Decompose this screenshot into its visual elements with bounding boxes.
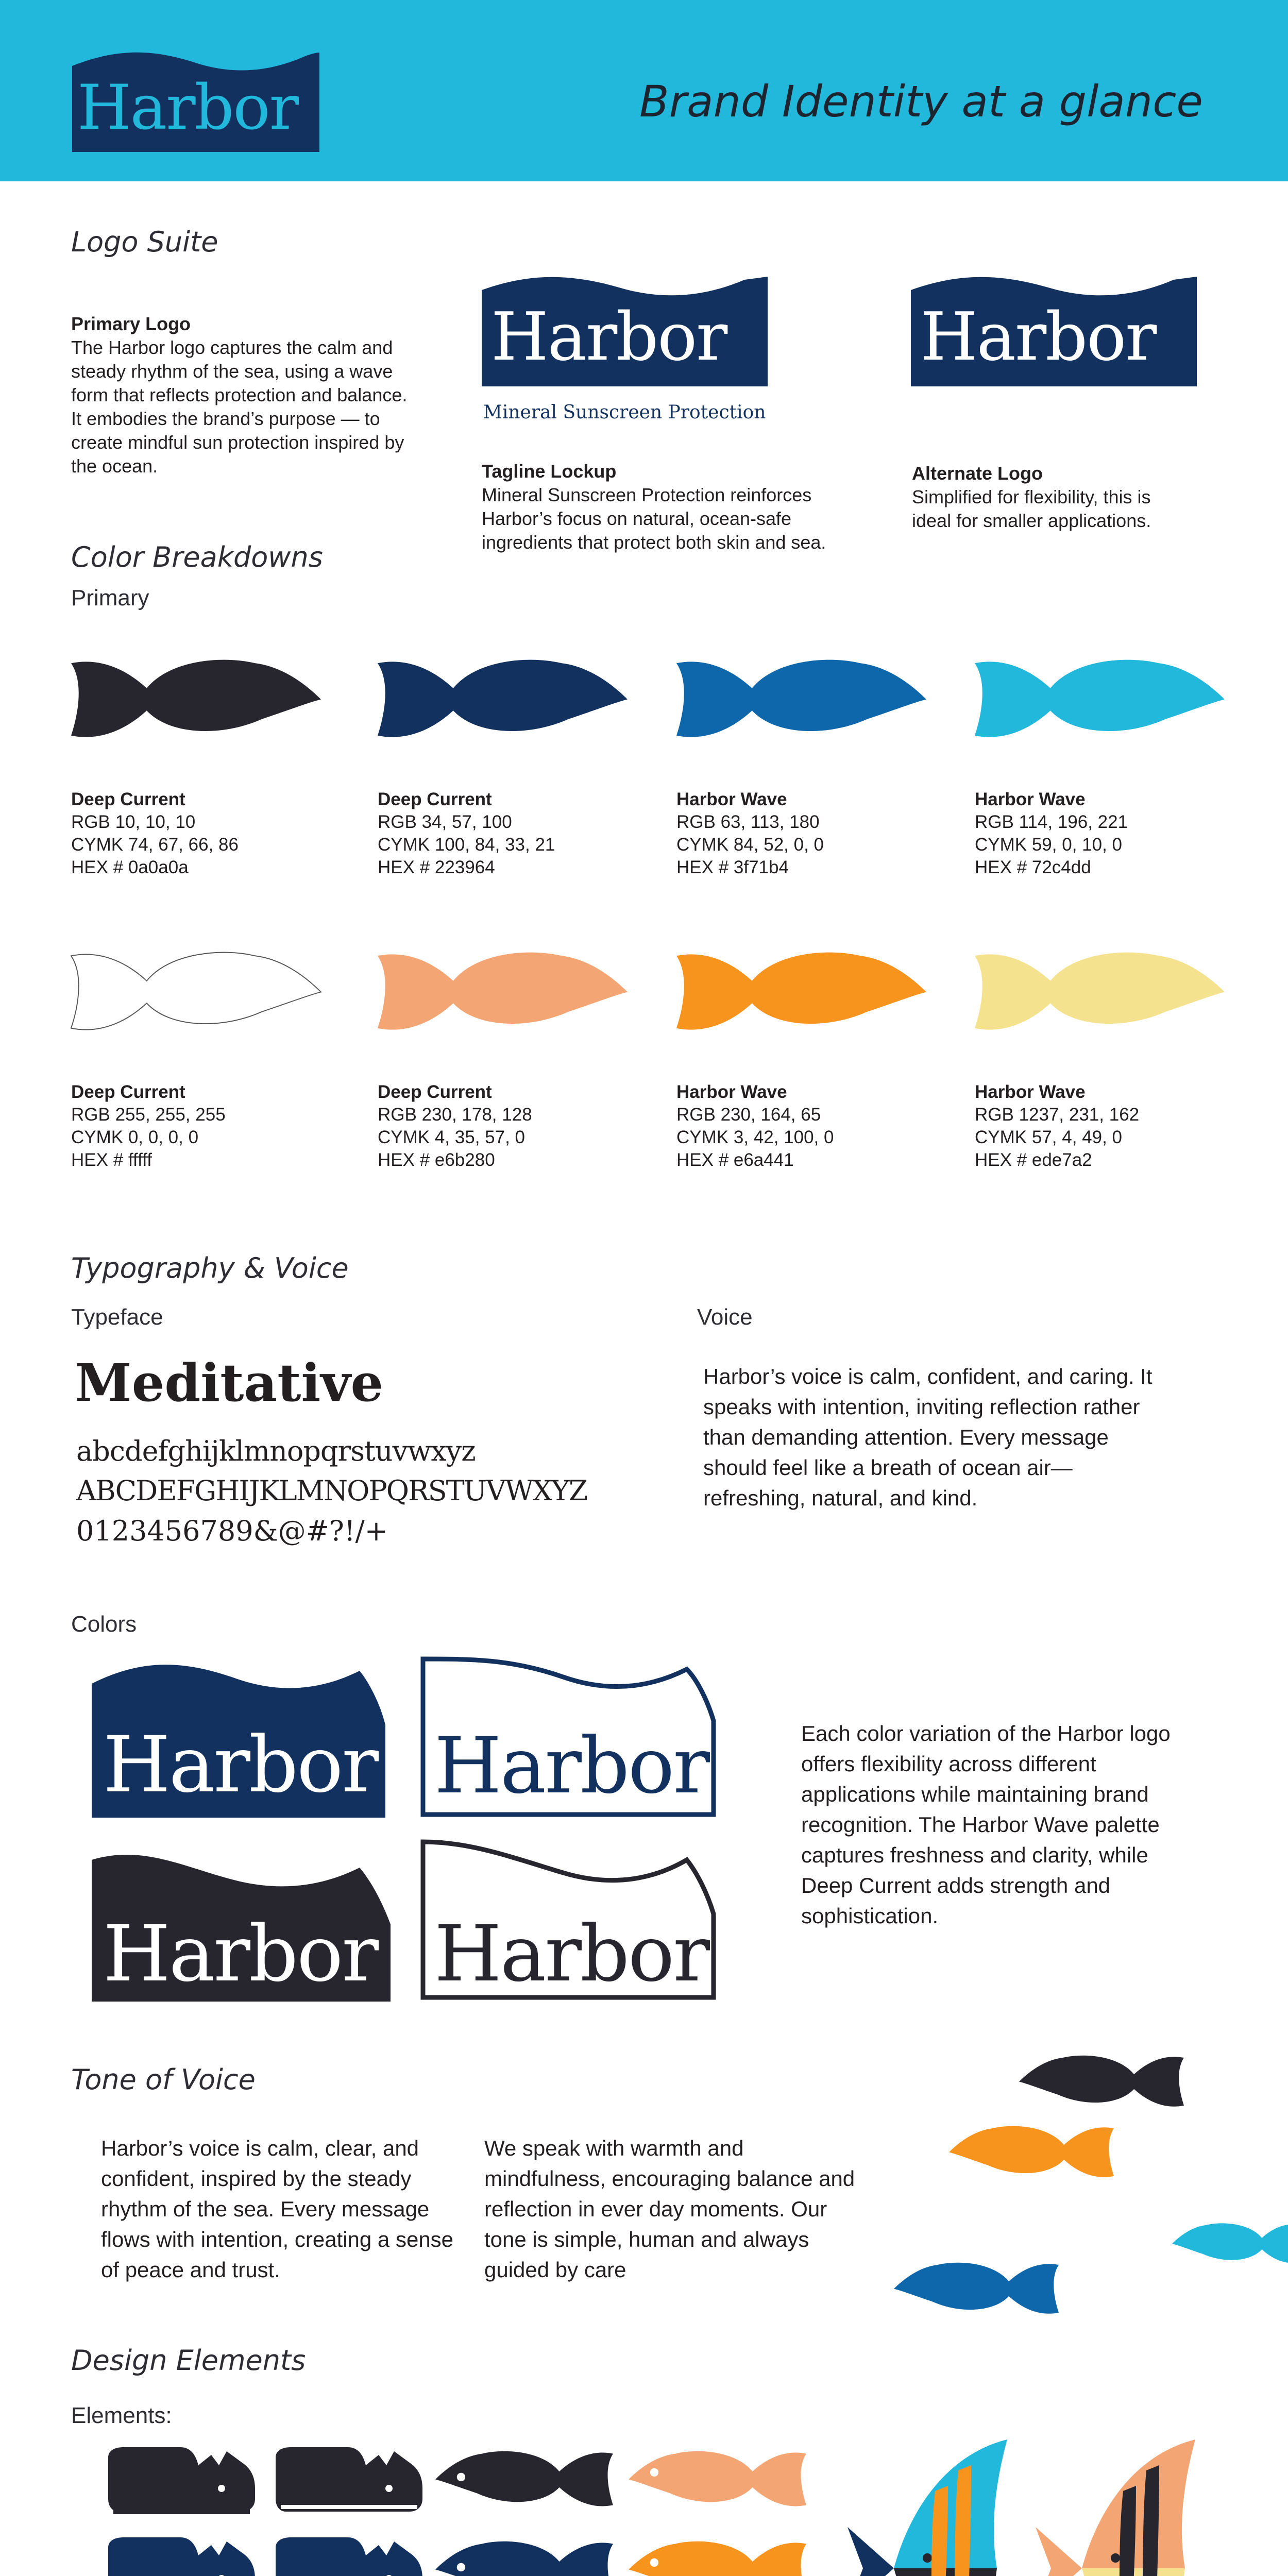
whale-icon — [108, 2537, 258, 2576]
alternate-logo-text: Harbor — [920, 299, 1156, 376]
whale-icon — [276, 2447, 425, 2519]
header-logo — [72, 52, 319, 152]
tone-fish-blue — [894, 2251, 1059, 2326]
fish-icon — [435, 2437, 613, 2522]
typeface-name: Meditative — [75, 1352, 384, 1413]
swatch-rgb: RGB 114, 196, 221 — [975, 812, 1128, 832]
swatch-rgb: RGB 230, 164, 65 — [676, 1105, 821, 1125]
tone-fish-light — [1172, 2210, 1288, 2277]
swatch-cmyk: CYMK 100, 84, 33, 21 — [378, 835, 555, 855]
swatch-hex: HEX # e6b280 — [378, 1150, 495, 1170]
swatch-name: Deep Current — [378, 789, 492, 809]
tone-fish-dark — [1019, 2044, 1184, 2119]
angelfish-blue — [842, 2434, 1018, 2576]
swatch-info — [676, 788, 824, 879]
logo-dark-outline-text: Harbor — [434, 1909, 708, 1999]
swatch-rgb: RGB 10, 10, 10 — [71, 812, 196, 832]
swatch-name: Harbor Wave — [676, 1082, 787, 1102]
swatch-fish — [378, 644, 628, 755]
swatch-hex: HEX # 0a0a0a — [71, 857, 189, 877]
tagline-desc: Mineral Sunscreen Protection reinforces Harbor’s focus on natural, ocean-safe ingredients that protect both skin and sea. — [482, 484, 826, 553]
voice-text: Harbor’s voice is calm, confident, and caring. It speaks with intention, inviting reflection rather than demanding attention. Every message should feel like a breath of ocean air—refreshing, natural, and kind. — [703, 1364, 1153, 1510]
swatch-cmyk: CYMK 84, 52, 0, 0 — [676, 835, 824, 855]
swatch-cmyk: CYMK 59, 0, 10, 0 — [975, 835, 1122, 855]
swatch-rgb: RGB 63, 113, 180 — [676, 812, 820, 832]
tagline-block — [482, 460, 863, 554]
swatch-hex: HEX # fffff — [71, 1150, 152, 1170]
swatch-info — [975, 788, 1128, 879]
tone-fish-orange — [949, 2115, 1114, 2190]
swatch-info — [975, 1081, 1139, 1172]
elements-label: Elements: — [71, 2403, 172, 2428]
tagline-text: Mineral Sunscreen Protection — [483, 402, 766, 423]
swatch-name: Deep Current — [71, 789, 185, 809]
voice-label: Voice — [697, 1304, 753, 1330]
swatch-cmyk: CYMK 57, 4, 49, 0 — [975, 1127, 1122, 1147]
logo-colors-label: Colors — [71, 1612, 137, 1637]
alternate-logo — [911, 276, 1197, 389]
logo-colors-text: Each color variation of the Harbor logo offers flexibility across different applications while maintaining brand recognition. The Harbor Wave palette captures freshness and clarity, while Deep Current adds strength and sophistication. — [801, 1721, 1171, 1928]
design-heading: Design Elements — [71, 2344, 306, 2377]
logo-dark — [92, 1847, 391, 2002]
swatch-fish — [71, 644, 321, 755]
swatch-rgb: RGB 1237, 231, 162 — [975, 1105, 1140, 1125]
typeface-lower: abcdefghijklmnopqrstuvwxyz — [76, 1435, 476, 1467]
swatch-hex: HEX # ede7a2 — [975, 1150, 1092, 1170]
header-logo-text: Harbor — [77, 72, 298, 144]
tone-col1: Harbor’s voice is calm, clear, and confident, inspired by the steady rhythm of the sea. Every message flows with intention, creating a sense of peace and trust. — [101, 2136, 454, 2282]
logo-navy-outline-text: Harbor — [434, 1721, 708, 1811]
swatch-cmyk: CYMK 0, 0, 0, 0 — [71, 1127, 199, 1147]
tone-col2: We speak with warmth and mindfulness, encouraging balance and reflection in ever day moments. Our tone is simple, human and always guided by care — [484, 2136, 855, 2282]
alternate-desc: Simplified for flexibility, this is ideal for smaller applications. — [912, 486, 1151, 531]
swatch-name: Deep Current — [71, 1082, 185, 1102]
whale-icon — [108, 2447, 258, 2519]
swatch-name: Harbor Wave — [676, 789, 787, 809]
swatch-rgb: RGB 34, 57, 100 — [378, 812, 512, 832]
swatch-hex: HEX # 3f71b4 — [676, 857, 789, 877]
color-subheading: Primary — [71, 585, 149, 611]
angelfish-orange — [1030, 2434, 1206, 2576]
swatch-cmyk: CYMK 74, 67, 66, 86 — [71, 835, 239, 855]
logo-navy-outline — [419, 1654, 718, 1819]
typeface-digits: 0123456789&@#?!/+ — [76, 1515, 388, 1547]
fish-icon — [629, 2527, 806, 2576]
alternate-block — [912, 462, 1190, 533]
swatch-info — [71, 1081, 226, 1172]
swatch-fish — [975, 937, 1225, 1047]
color-heading: Color Breakdowns — [71, 541, 323, 573]
swatch-info — [676, 1081, 834, 1172]
swatch-fish — [676, 644, 926, 755]
tagline-logo — [482, 276, 768, 389]
swatch-rgb: RGB 255, 255, 255 — [71, 1105, 226, 1125]
primary-logo-title: Primary Logo — [71, 313, 191, 334]
swatch-hex: HEX # e6a441 — [676, 1150, 794, 1170]
swatch-cmyk: CYMK 4, 35, 57, 0 — [378, 1127, 525, 1147]
swatch-cmyk: CYMK 3, 42, 100, 0 — [676, 1127, 834, 1147]
typography-heading: Typography & Voice — [71, 1252, 349, 1284]
logo-navy-text: Harbor — [103, 1720, 377, 1810]
swatch-info — [378, 788, 555, 879]
swatch-hex: HEX # 72c4dd — [975, 857, 1091, 877]
swatch-fish — [676, 937, 926, 1047]
header-title: Brand Identity at a glance — [639, 76, 1203, 127]
logo-dark-outline — [419, 1837, 718, 2002]
swatch-fish — [378, 937, 628, 1047]
tagline-title: Tagline Lockup — [482, 461, 617, 482]
alternate-title: Alternate Logo — [912, 463, 1043, 484]
fish-icon — [435, 2527, 613, 2576]
swatch-hex: HEX # 223964 — [378, 857, 495, 877]
typeface-label: Typeface — [71, 1304, 163, 1330]
fish-icon — [629, 2437, 806, 2522]
logo-navy — [92, 1663, 385, 1818]
swatch-fish — [71, 937, 321, 1047]
primary-logo-text: The Harbor logo captures the calm and steady rhythm of the sea, using a wave form that reflects protection and balance. It embodies the brand’s purpose — to create mindful sun protection inspired by the ocean. — [71, 337, 408, 477]
swatch-info — [378, 1081, 532, 1172]
primary-logo-block — [71, 312, 421, 478]
tagline-logo-text: Harbor — [491, 299, 727, 376]
whale-icon — [276, 2537, 425, 2576]
swatch-name: Harbor Wave — [975, 1082, 1086, 1102]
swatch-info — [71, 788, 239, 879]
swatch-name: Deep Current — [378, 1082, 492, 1102]
swatch-fish — [975, 644, 1225, 755]
logo-dark-text: Harbor — [103, 1909, 377, 1999]
tone-heading: Tone of Voice — [71, 2063, 256, 2096]
typeface-upper: ABCDEFGHIJKLMNOPQRSTUVWXYZ — [76, 1475, 587, 1507]
swatch-name: Harbor Wave — [975, 789, 1086, 809]
logo-suite-heading: Logo Suite — [71, 226, 218, 258]
swatch-rgb: RGB 230, 178, 128 — [378, 1105, 532, 1125]
